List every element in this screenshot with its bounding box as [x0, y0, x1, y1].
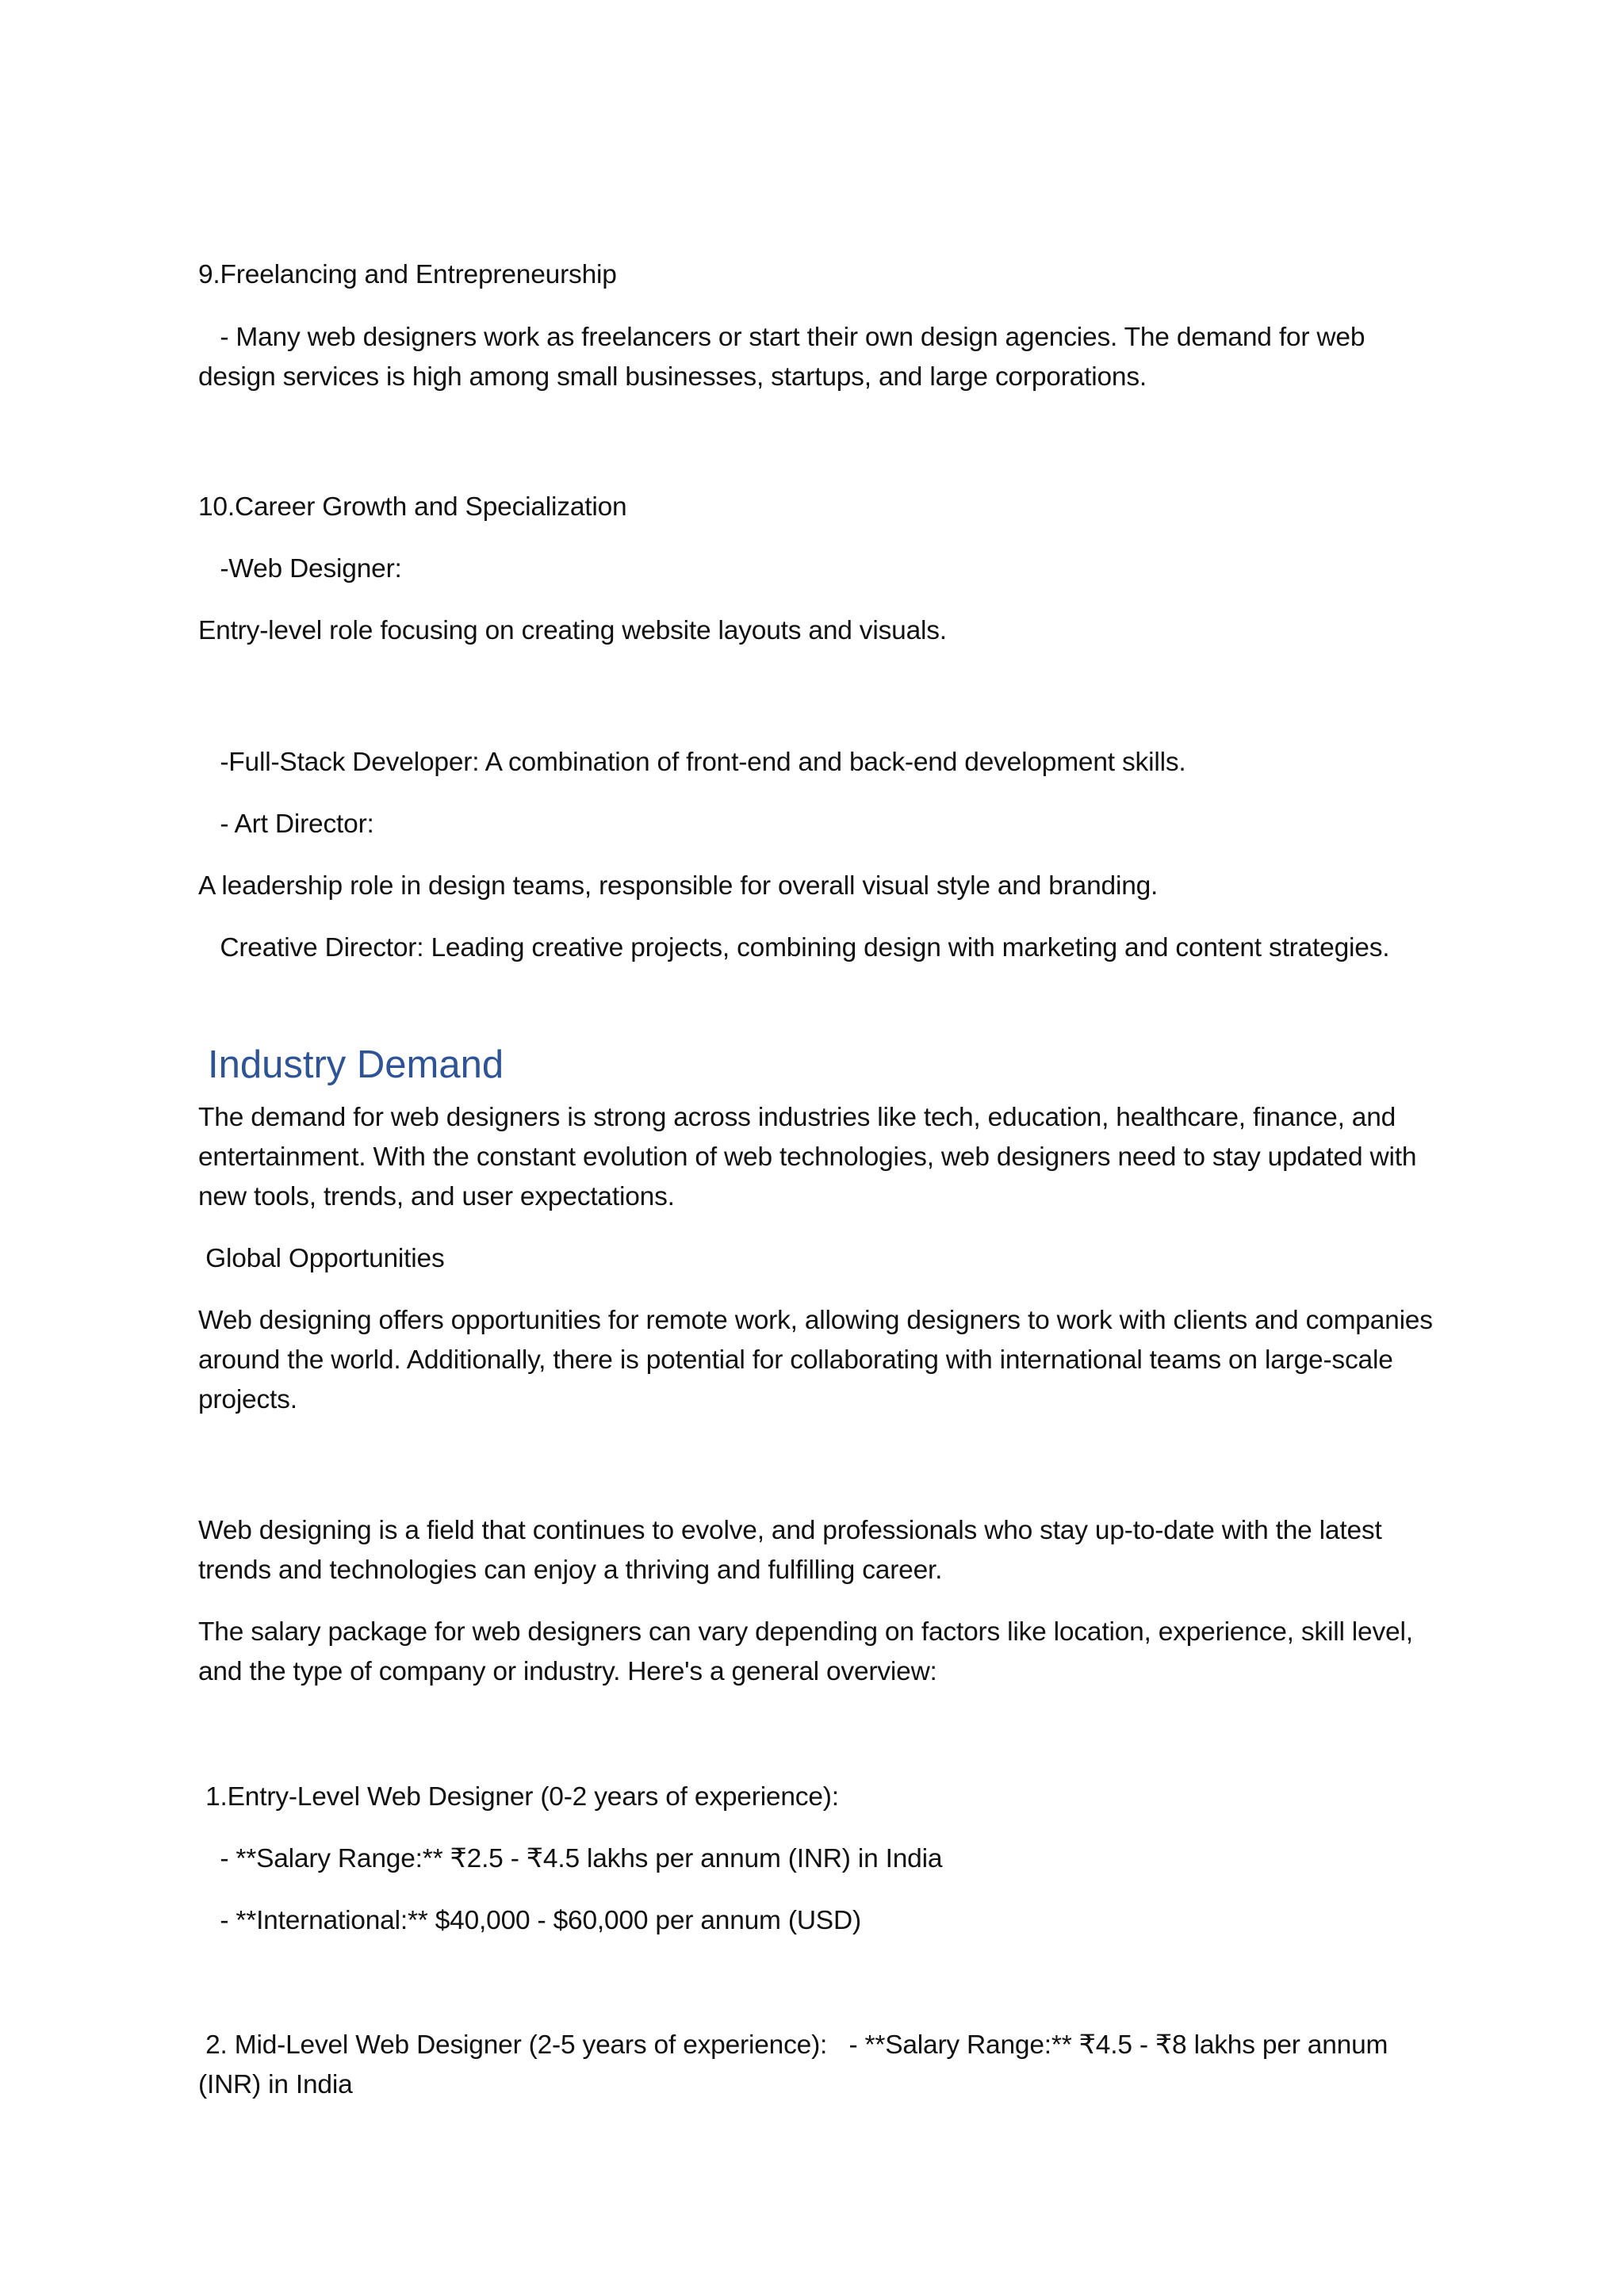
salary-mid-level: 2. Mid-Level Web Designer (2-5 years of experience): - **Salary Range:** ₹4.5 - ₹8 lakhs per annum (INR) in India	[198, 2030, 1396, 2099]
heading-industry-demand: Industry Demand	[208, 1043, 504, 1086]
role-creative-director: Creative Director: Leading creative projects, combining design with marketing and content strategies.	[198, 933, 1390, 962]
role-full-stack-developer: -Full-Stack Developer: A combination of front-end and back-end development skills.	[198, 748, 1186, 777]
paragraph-art-director: A leadership role in design teams, responsible for overall visual style and branding.	[198, 871, 1159, 901]
salary-entry-level-international: - **International:** $40,000 - $60,000 per annum (USD)	[198, 1906, 861, 1935]
paragraph-freelancing: - Many web designers work as freelancers or start their own design agencies. The demand for web design services is high among small businesses, startups, and large corporations.	[198, 323, 1373, 392]
section-heading-career-growth: 10.Career Growth and Specialization	[198, 492, 627, 522]
paragraph-salary-overview: The salary package for web designers can vary depending on factors like location, experience, skill level, and the type of company or industry. Here's a general overview:	[198, 1617, 1420, 1686]
role-web-designer: -Web Designer:	[198, 554, 402, 584]
paragraph-global-opportunities: Web designing offers opportunities for remote work, allowing designers to work with clients and companies around the world. Additionally, there is potential for collaborating with international teams on large-scale projects.	[198, 1306, 1440, 1414]
subheading-global-opportunities: Global Opportunities	[198, 1244, 445, 1273]
paragraph-field-evolves: Web designing is a field that continues to evolve, and professionals who stay up-to-date with the latest trends and technologies can enjoy a thriving and fulfilling career.	[198, 1516, 1389, 1585]
salary-entry-level-heading: 1.Entry-Level Web Designer (0-2 years of experience):	[198, 1782, 839, 1812]
role-art-director: - Art Director:	[198, 809, 374, 839]
salary-entry-level-india: - **Salary Range:** ₹2.5 - ₹4.5 lakhs per annum (INR) in India	[198, 1844, 943, 1873]
paragraph-industry-demand: The demand for web designers is strong across industries like tech, education, healthcare, finance, and entertainment. With the constant evolution of web technologies, web designers need to stay updated with new tools, trends, and user expectations.	[198, 1103, 1424, 1211]
section-heading-freelancing: 9.Freelancing and Entrepreneurship	[198, 260, 617, 289]
paragraph-web-designer: Entry-level role focusing on creating website layouts and visuals.	[198, 616, 947, 645]
